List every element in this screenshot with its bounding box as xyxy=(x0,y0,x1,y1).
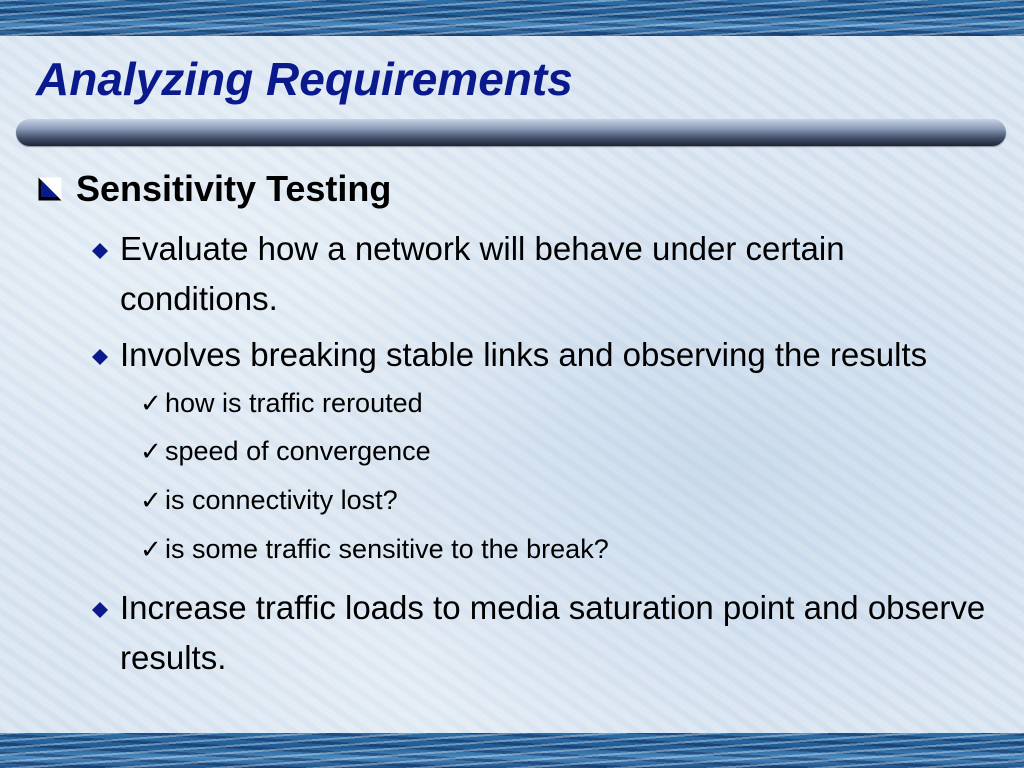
diamond-bullet-icon xyxy=(92,602,108,618)
checkmark-icon: ✓ xyxy=(140,436,162,466)
subitem-text: is some traffic sensitive to the break? xyxy=(165,534,609,564)
subitem-text: is connectivity lost? xyxy=(165,485,398,515)
diamond-bullet-icon xyxy=(92,243,108,259)
bullet-text: Increase traffic loads to media saturation point and observe results. xyxy=(120,589,986,676)
subitem-text: speed of convergence xyxy=(165,436,431,466)
checkmark-icon: ✓ xyxy=(140,534,162,564)
diamond-bullet-icon xyxy=(92,349,108,365)
heading-text: Sensitivity Testing xyxy=(76,168,392,209)
title-divider-bar xyxy=(16,119,1006,146)
checkmark-icon: ✓ xyxy=(140,388,162,418)
square-bullet-icon xyxy=(38,177,62,201)
checkmark-icon: ✓ xyxy=(140,485,162,515)
slide-title: Analyzing Requirements xyxy=(36,53,573,105)
subitem-text: how is traffic rerouted xyxy=(165,388,423,418)
bottom-water-band xyxy=(0,733,1024,768)
top-water-band xyxy=(0,0,1024,36)
bullet-text: Evaluate how a network will behave under certain conditions. xyxy=(120,230,845,317)
bullet-text: Involves breaking stable links and observing the results xyxy=(120,336,928,373)
